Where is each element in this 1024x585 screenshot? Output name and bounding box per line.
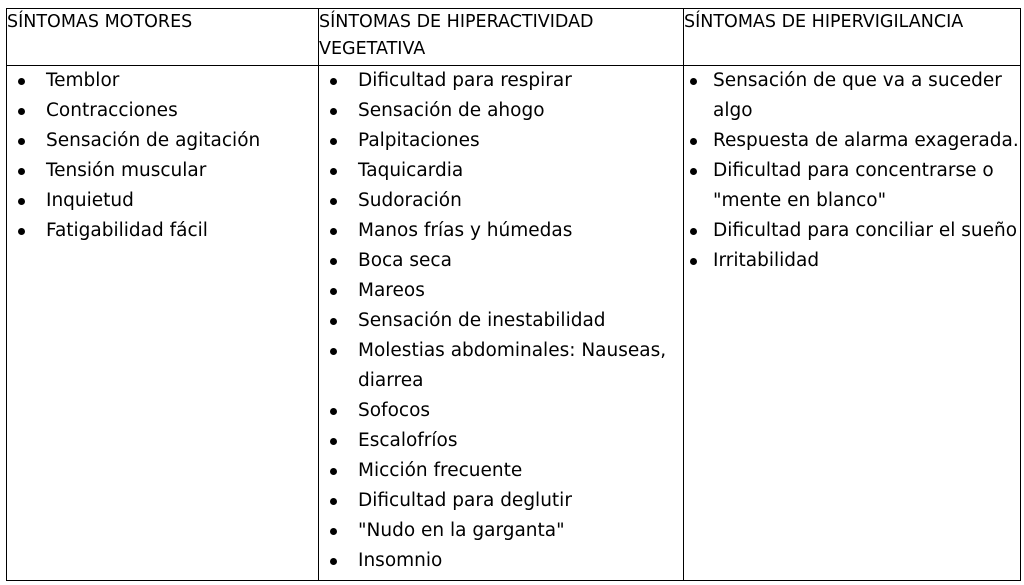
list-item: Manos frías y húmedas <box>319 216 683 246</box>
list-item: Sensación de agitación <box>7 126 318 156</box>
list-item: Taquicardia <box>319 156 683 186</box>
header-row <box>7 9 1021 66</box>
list-item: Sensación de que va a suceder algo <box>684 66 1020 126</box>
list-item: "Nudo en la garganta" <box>319 516 683 546</box>
list-item: Sudoración <box>319 186 683 216</box>
list-item: Respuesta de alarma exagerada. <box>684 126 1020 156</box>
motor-symptoms-cell <box>7 66 319 581</box>
symptoms-table <box>6 8 1021 581</box>
vegetative-symptoms-list <box>319 66 683 576</box>
list-item: Tensión muscular <box>7 156 318 186</box>
list-item: Dificultad para deglutir <box>319 486 683 516</box>
list-item: Dificultad para conciliar el sueño <box>684 216 1020 246</box>
list-item: Contracciones <box>7 96 318 126</box>
list-item: Sofocos <box>319 396 683 426</box>
list-item: Inquietud <box>7 186 318 216</box>
list-item: Boca seca <box>319 246 683 276</box>
vegetative-symptoms-cell <box>319 66 684 581</box>
list-item: Molestias abdominales: Nauseas, diarrea <box>319 336 683 396</box>
list-item: Sensación de inestabilidad <box>319 306 683 336</box>
header-motor-symptoms: SÍNTOMAS MOTORES <box>7 9 319 66</box>
list-item: Fatigabilidad fácil <box>7 216 318 246</box>
list-item: Insomnio <box>319 546 683 576</box>
hypervigilance-symptoms-cell <box>684 66 1021 581</box>
list-item: Micción frecuente <box>319 456 683 486</box>
list-item: Irritabilidad <box>684 246 1020 276</box>
motor-symptoms-list <box>7 66 318 246</box>
body-row <box>7 66 1021 581</box>
header-vegetative-symptoms: SÍNTOMAS DE HIPERACTIVIDAD VEGETATIVA <box>319 9 684 66</box>
list-item: Temblor <box>7 66 318 96</box>
header-hypervigilance-symptoms: SÍNTOMAS DE HIPERVIGILANCIA <box>684 9 1021 66</box>
hypervigilance-symptoms-list <box>684 66 1020 276</box>
list-item: Escalofríos <box>319 426 683 456</box>
list-item: Palpitaciones <box>319 126 683 156</box>
list-item: Dificultad para concentrarse o "mente en blanco" <box>684 156 1020 216</box>
list-item: Dificultad para respirar <box>319 66 683 96</box>
list-item: Sensación de ahogo <box>319 96 683 126</box>
list-item: Mareos <box>319 276 683 306</box>
